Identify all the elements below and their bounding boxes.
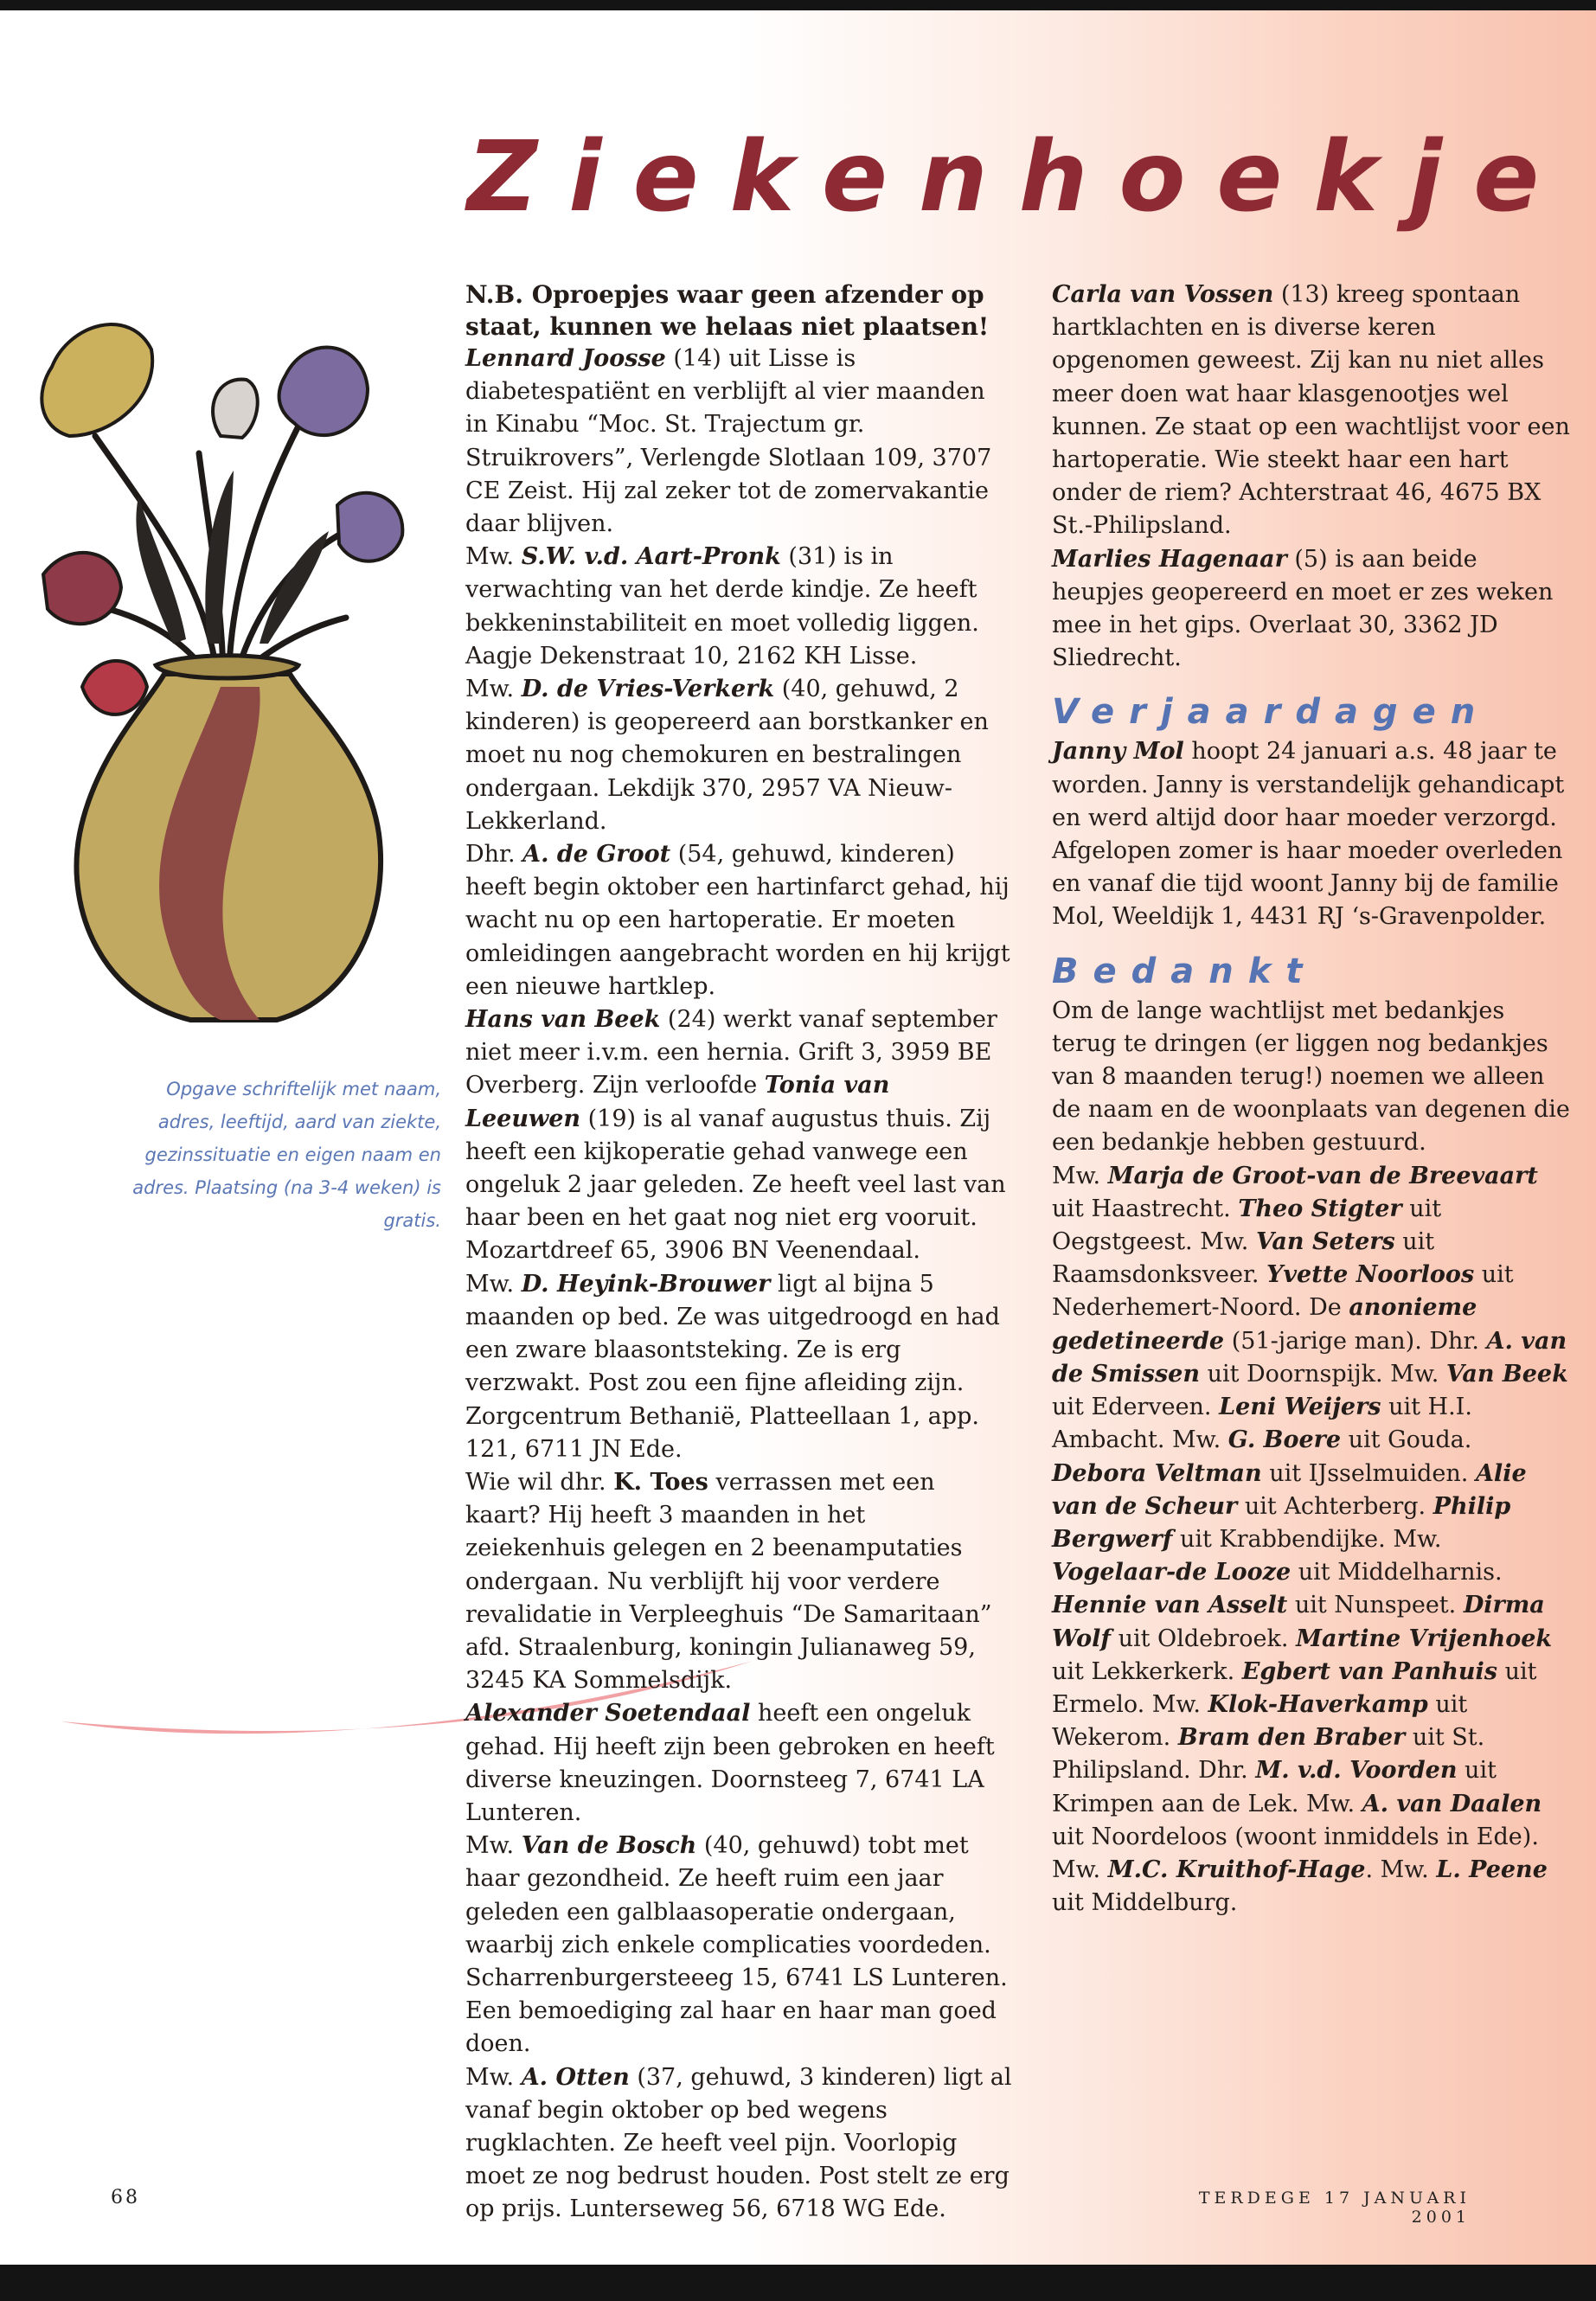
entry-text: (14) uit Lisse is diabetespatiënt en verblijft al vier maanden in Kinabu “Moc. St. Trajectum gr. Struikrovers”, Verlengde Slotlaan 109, 3707 CE Zeist. Hij zal zeker tot de zomervakantie daar blijven.	[465, 345, 992, 538]
section-heading-bedankt: Bedankt	[1052, 951, 1317, 991]
thanks-prefix	[1426, 1493, 1433, 1520]
thanks-name: Debora Veltman	[1052, 1459, 1262, 1487]
thanks-place: uit Middelharnis.	[1291, 1559, 1503, 1586]
entry-5	[465, 1003, 1012, 1268]
submission-note: Opgave schriftelijk met naam, adres, leeftijd, aard van ziekte, gezinssituatie en eigen naam en adres. Plaatsing (na 3-4 weken) is gratis.	[132, 1079, 441, 1231]
thanks-place: uit Gouda.	[1341, 1426, 1472, 1454]
thanks-prefix: Mw.	[1298, 1790, 1362, 1817]
entry-text: (31) is in verwachting van het derde kindje. Ze heeft bekkeninstabiliteit en moet volledig liggen. Aagje Dekenstraat 10, 2162 KH Lisse.	[465, 543, 979, 670]
thanks-prefix: Mw.	[1144, 1690, 1208, 1718]
entry-name: D. de Vries-Verkerk	[521, 676, 775, 703]
entry-name: Van de Bosch	[521, 1832, 697, 1860]
thanks-prefix	[1234, 1658, 1242, 1685]
thanks-name: Egbert van Panhuis	[1241, 1657, 1498, 1685]
entry-text: (13) kreeg spontaan hartklachten en is diverse keren opgenomen geweest. Zij kan nu niet alles meer doen wat haar klasgenootjes wel kunnen. Ze staat op een wachtlijst voor een hartoperatie. Wie steekt haar een hart onder de riem? Achterstraat 46, 4675 BX St.-Philipsland.	[1052, 281, 1570, 540]
page-title: Ziekenhoekje	[467, 121, 1571, 234]
entry-prefix: Mw.	[465, 543, 522, 571]
magazine-page	[0, 10, 1596, 2265]
entry-text: (54, gehuwd, kinderen) heeft begin oktober een hartinfarct gehad, hij wacht nu op een hartoperatie. Er moeten omleidingen aangebracht worden en hij krijgt een nieuwe hartklep.	[465, 841, 1010, 1000]
thanks-prefix: Mw.	[1385, 1525, 1442, 1553]
column-middle	[465, 279, 1012, 2227]
thanks-prefix	[1259, 1261, 1266, 1288]
entry-name: D. Heyink-Brouwer	[521, 1270, 771, 1298]
thanks-place: uit Krabbendijke.	[1172, 1525, 1386, 1553]
entry-prefix: Wie wil dhr.	[465, 1468, 614, 1496]
entry-prefix: Mw.	[465, 1270, 522, 1298]
thanks-place: uit Ermelo.	[1052, 1657, 1537, 1718]
thanks-name: Alie van de Scheur	[1052, 1459, 1527, 1520]
entry-text: (40, gehuwd) tobt met haar gezondheid. Ze heeft ruim een jaar geleden een galblaasoperatie ondergaan, waarbij zich enkele complicaties voordeden. Scharrenburgersteeeg 15, 6741 LS Lunteren. Een bemoediging zal haar en haar man goed doen.	[465, 1832, 1008, 2058]
thanks-prefix	[1170, 1724, 1178, 1751]
entry-name: A. de Groot	[522, 841, 671, 868]
thanks-prefix: Mw.	[1192, 1228, 1256, 1256]
entry-6	[465, 1268, 1012, 1466]
entry-text: ligt al bijna 5 maanden op bed. Ze was uitgedroogd en had een zware blaasontsteking. Ze is erg verzwakt. Post zou een fijne afleiding zijn. Zorgcentrum Bethanië, Platteellaan 1, app. 121, 6711 JN Ede.	[465, 1270, 1000, 1463]
thanks-name: Van Beek	[1445, 1360, 1568, 1388]
thanks-name: G. Boere	[1227, 1426, 1342, 1454]
entry-name: Carla van Vossen	[1052, 281, 1274, 308]
entry-text: verrassen met een kaart? Hij heeft 3 maanden in het zeiekenhuis gelegen en 2 beenamputaties ondergaan. Nu verblijft hij voor verdere revalidatie in Verpleeghuis “De Samaritaan” afd. Straalenburg, koningin Julianaweg 59, 3245 KA Sommelsdijk.	[465, 1468, 992, 1695]
thanks-name: Dirma Wolf	[1052, 1592, 1545, 1652]
thanks-place: uit Noordeloos (woont inmiddels in Ede).	[1052, 1823, 1539, 1850]
thanks-name: Philip Bergwerf	[1052, 1492, 1511, 1553]
thanks-place: .	[1365, 1856, 1374, 1883]
thanks-place: uit St. Philipsland.	[1052, 1724, 1485, 1785]
entry-prefix: Dhr.	[465, 841, 523, 868]
column-right	[1052, 279, 1571, 1920]
notice-lead: N.B. Oproepjes waar geen afzender op staat, kunnen we helaas niet plaatsen!	[465, 280, 990, 341]
entry-name: Marlies Hagenaar	[1052, 545, 1287, 573]
thanks-prefix: Dhr.	[1190, 1757, 1256, 1785]
thanks-place: (51-jarige man).	[1224, 1327, 1422, 1355]
top-border	[0, 0, 1596, 10]
thanks-name: L. Peene	[1436, 1856, 1548, 1883]
entry-name: K. Toes	[613, 1468, 708, 1496]
entry-12	[1052, 543, 1571, 676]
entry-name-2: Tonia van Leeuwen	[465, 1072, 890, 1132]
entry-text-2: (19) is al vanaf augustus thuis. Zij heeft een kijkoperatie gehad vanwege een ongeluk 2 jaar geleden. Ze heeft veel last van haar been en het gaat nog niet erg vooruit. Mozartdreef 65, 3906 BN Veenendaal.	[465, 1105, 1006, 1265]
entry-prefix: Mw.	[465, 2063, 522, 2091]
entry-text: heeft een ongeluk gehad. Hij heeft zijn been gebroken en heeft diverse kneuzingen. Doornsteeg 7, 6741 LA Lunteren.	[465, 1700, 995, 1826]
entry-text: hoopt 24 januari a.s. 48 jaar te worden. Janny is verstandelijk gehandicapt en werd altijd door haar moeder verzorgd. Afgelopen zomer is haar moeder overleden en vanaf die tijd woont Janny bij de familie Mol, Weeldijk 1, 4431 RJ ‘s-Gravenpolder.	[1052, 738, 1565, 931]
entry-text: (24) werkt vanaf september niet meer i.v.m. een hernia. Grift 3, 3959 BE Overberg. Zijn verloofde	[465, 1006, 997, 1099]
entry-4	[465, 838, 1012, 1003]
thanks-place: uit Doornspijk.	[1200, 1360, 1383, 1388]
bottom-border	[0, 2265, 1596, 2301]
birthday-entry	[1052, 735, 1571, 933]
thanks-name: A. van de Smissen	[1052, 1327, 1567, 1388]
thanks-name: Yvette Noorloos	[1266, 1261, 1475, 1289]
thanks-place: uit Wekerom.	[1052, 1690, 1468, 1752]
thanks-place: uit Oegstgeest.	[1052, 1195, 1442, 1256]
thanks-prefix: De	[1301, 1294, 1349, 1322]
thanks-place: uit Raamsdonksveer.	[1052, 1228, 1435, 1289]
thanks-prefix: Mw.	[1052, 1856, 1108, 1883]
thanks-name: Marja de Groot-van de Breevaart	[1107, 1162, 1538, 1189]
thanks-name: Martine Vrijenhoek	[1296, 1625, 1553, 1652]
entry-text: (40, gehuwd, 2 kinderen) is geopereerd aan borstkanker en moet nu nog chemokuren en bestralingen ondergaan. Lekdijk 370, 2957 VA Nieuw-Lekkerland.	[465, 676, 989, 835]
thanks-place: uit Ederveen.	[1052, 1394, 1212, 1421]
vase-rim	[156, 656, 298, 678]
thanks-name: anonieme gedetineerde	[1052, 1294, 1477, 1355]
entry-11	[1052, 279, 1571, 543]
thanks-prefix	[1468, 1460, 1476, 1487]
thanks-place: uit Lekkerkerk.	[1052, 1657, 1235, 1685]
section-heading-verjaardagen: Verjaardagen	[1052, 692, 1490, 733]
entry-name: Hans van Beek	[465, 1006, 661, 1034]
thanks-place: uit Nederhemert-Noord.	[1052, 1261, 1514, 1322]
entry-prefix: Mw.	[465, 1832, 522, 1860]
thanks-place: uit H.I. Ambacht.	[1052, 1394, 1472, 1454]
thanks-place: uit Krimpen aan de Lek.	[1052, 1757, 1497, 1817]
thanks-prefix	[1456, 1592, 1464, 1618]
entry-name: Lennard Joosse	[465, 345, 666, 372]
flower-vase-illustration	[0, 237, 433, 1042]
thanks-name: Van Seters	[1255, 1228, 1395, 1256]
thanks-name: Vogelaar-de Looze	[1052, 1559, 1292, 1586]
thanks-name: M.C. Kruithof-Hage	[1107, 1856, 1366, 1883]
entry-3	[465, 673, 1012, 838]
thanks-name: Bram den Braber	[1177, 1724, 1406, 1752]
thanks-prefix: Mw.	[1373, 1856, 1437, 1883]
thanks-name: M. v.d. Voorden	[1255, 1757, 1458, 1785]
thanks-intro: Om de lange wachtlijst met bedankjes terug te dringen (er liggen nog bedankjes van 8 maanden terug!) noemen we alleen de naam en de woonplaats van degenen die een bedankje hebben gestuurd.	[1052, 997, 1570, 1157]
entry-name: Janny Mol	[1052, 738, 1184, 766]
entry-2	[465, 541, 1012, 673]
page-number: 68	[111, 2187, 140, 2208]
entry-name: A. Otten	[521, 2063, 630, 2091]
entry-name: S.W. v.d. Aart-Pronk	[521, 543, 781, 571]
thanks-prefix	[1212, 1394, 1220, 1420]
entry-text: (5) is aan beide heupjes geopereerd en moet er zes weken mee in het gips. Overlaat 30, 3362 JD Sliedrecht.	[1052, 545, 1554, 672]
issue-info: TERDEGE 17 JANUARI 2001	[1198, 2189, 1471, 2227]
entry-8	[465, 1697, 1012, 1830]
thanks-name: Leni Weijers	[1219, 1394, 1381, 1421]
thanks-place: uit IJsselmuiden.	[1261, 1459, 1469, 1487]
entry-7	[465, 1466, 1012, 1697]
thanks-prefix	[1288, 1625, 1296, 1652]
thanks-prefix: Dhr.	[1421, 1327, 1487, 1355]
entry-text: (37, gehuwd, 3 kinderen) ligt al vanaf begin oktober op bed wegens rugklachten. Ze heeft veel pijn. Voorlopig moet ze nog bedrust houden. Post stelt ze erg op prijs. Lunterseweg 56, 6718 WG Ede.	[465, 2063, 1012, 2223]
thanks-name: Theo Stigter	[1238, 1195, 1402, 1222]
thanks-name: A. van Daalen	[1362, 1790, 1542, 1817]
thanks-list	[1052, 1160, 1571, 1920]
thanks-place: uit Achterberg.	[1237, 1492, 1426, 1520]
entry-name: Alexander Soetendaal	[465, 1700, 751, 1727]
thanks-prefix: Mw.	[1382, 1360, 1446, 1388]
entry-10	[465, 2061, 1012, 2227]
entry-1	[465, 343, 1012, 541]
thanks-place: uit Nunspeet.	[1287, 1592, 1457, 1619]
thanks-name: Klok-Haverkamp	[1208, 1690, 1428, 1718]
entry-prefix: Mw.	[465, 676, 522, 703]
thanks-prefix: Mw.	[1052, 1162, 1108, 1189]
thanks-prefix: Mw.	[1164, 1426, 1228, 1454]
thanks-place: uit Middelburg.	[1052, 1889, 1238, 1917]
thanks-name: Hennie van Asselt	[1052, 1592, 1288, 1619]
thanks-place: uit Haastrecht.	[1052, 1195, 1231, 1222]
thanks-place: uit Oldebroek.	[1111, 1625, 1289, 1652]
entry-9	[465, 1830, 1012, 2061]
